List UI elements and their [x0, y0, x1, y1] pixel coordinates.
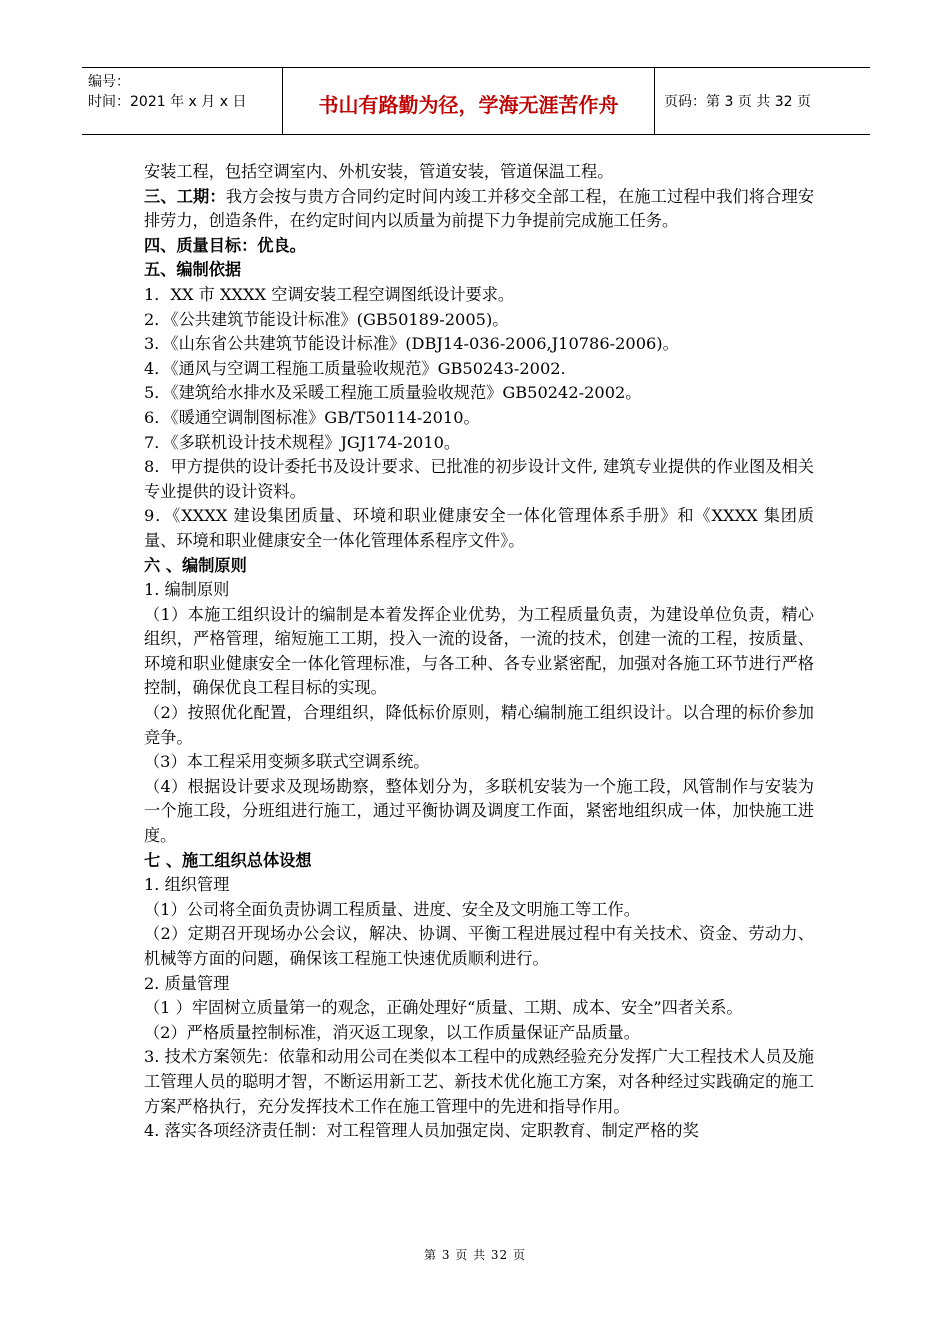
body-paragraph: 3．《山东省公共建筑节能设计标准》(DBJ14-036-2006,J10786-2006)。	[144, 334, 679, 354]
body-paragraph: （1）公司将全面负责协调工程质量、进度、安全及文明施工等工作。	[144, 899, 640, 919]
body-paragraph: 1. 组织管理	[144, 875, 230, 895]
document-date: 时间：2021 年 x 月 x 日	[88, 94, 247, 110]
body-paragraph: 安装工程，包括空调室内、外机安装，管道安装，管道保温工程。	[144, 162, 614, 181]
document-body	[144, 160, 814, 1144]
body-paragraph: （1）本施工组织设计的编制是本着发挥企业优势，为工程质量负责，为建设单位负责，精心组织，严格管理，缩短施工工期，投入一流的设备，一流的技术，创建一流的工程，按质量、环境和职业健康安全一体化管理标准，与各工种、各专业紧密配，加强对各施工环节进行严格控制，确保优良工程目标的实现。	[144, 604, 814, 698]
body-paragraph: 4．《通风与空调工程施工质量验收规范》GB50243-2002.	[144, 358, 566, 378]
body-paragraph: 2. 质量管理	[144, 973, 230, 993]
body-paragraph: （2）严格质量控制标准，消灭返工现象，以工作质量保证产品质量。	[144, 1022, 640, 1042]
body-paragraph: 2．《公共建筑节能设计标准》(GB50189-2005)。	[144, 309, 509, 329]
header-left-cell	[82, 68, 283, 134]
header-motto: 书山有路勤为径，学海无涯苦作舟	[283, 68, 655, 134]
body-paragraph	[144, 185, 814, 234]
body-paragraph: （3）本工程采用变频多联式空调系统。	[144, 752, 430, 772]
page-header	[82, 67, 870, 135]
section-heading: 五、编制依据	[144, 260, 242, 280]
body-paragraph: （2）定期召开现场办公会议，解决、协调、平衡工程进展过程中有关技术、资金、劳动力、机械等方面的问题，确保该工程施工快速优质顺利进行。	[144, 924, 814, 968]
section-heading: 七 、施工组织总体设想	[144, 850, 312, 870]
body-paragraph: （1 ）牢固树立质量第一的观念，正确处理好“质量、工期、成本、安全”四者关系。	[144, 998, 743, 1018]
section-heading: 六 、编制原则	[144, 555, 247, 575]
section-heading: 四、质量目标：优良。	[144, 235, 306, 255]
body-paragraph: 7．《多联机设计技术规程》JGJ174-2010。	[144, 432, 461, 452]
body-paragraph: 1. 编制原则	[144, 580, 230, 600]
body-paragraph: 9．《XXXX 建设集团质量、环境和职业健康安全一体化管理体系手册》和《XXXX 集团质量、环境和职业健康安全一体化管理体系程序文件》。	[144, 506, 814, 550]
paragraph-text: 我方会按与贵方合同约定时间内竣工并移交全部工程，在施工过程中我们将合理安排劳力，创造条件，在约定时间内以质量为前提下力争提前完成施工任务。	[144, 186, 815, 231]
page-footer: 第 3 页 共 32 页	[424, 1248, 526, 1262]
body-paragraph: （2）按照优化配置，合理组织，降低标价原则，精心编制施工组织设计。以合理的标价参加竞争。	[144, 703, 814, 747]
body-paragraph: （4）根据设计要求及现场勘察，整体划分为，多联机安装为一个施工段，风管制作与安装为一个施工段，分班组进行施工，通过平衡协调及调度工作面，紧密地组织成一体，加快施工进度。	[144, 776, 814, 846]
document-number-label: 编号：	[88, 74, 130, 90]
paragraph-lead: 三、工期：	[144, 186, 226, 206]
header-page-info: 页码：第 3 页 共 32 页	[664, 94, 811, 110]
body-paragraph: 6．《暖通空调制图标准》GB/T50114-2010。	[144, 407, 480, 427]
body-paragraph: 5．《建筑给水排水及采暖工程施工质量验收规范》GB50242-2002。	[144, 383, 642, 403]
body-paragraph: 1．XX 市 XXXX 空调安装工程空调图纸设计要求。	[144, 284, 515, 304]
body-paragraph: 8．甲方提供的设计委托书及设计要求、已批准的初步设计文件, 建筑专业提供的作业图及相关专业提供的设计资料。	[144, 457, 814, 501]
body-paragraph: 3. 技术方案领先：依靠和动用公司在类似本工程中的成熟经验充分发挥广大工程技术人员及施工管理人员的聪明才智，不断运用新工艺、新技术优化施工方案，对各种经过实践确定的施工方案严格执行，充分发挥技术工作在施工管理中的先进和指导作用。	[144, 1047, 814, 1116]
body-paragraph: 4. 落实各项经济责任制：对工程管理人员加强定岗、定职教育、制定严格的奖	[144, 1121, 699, 1141]
